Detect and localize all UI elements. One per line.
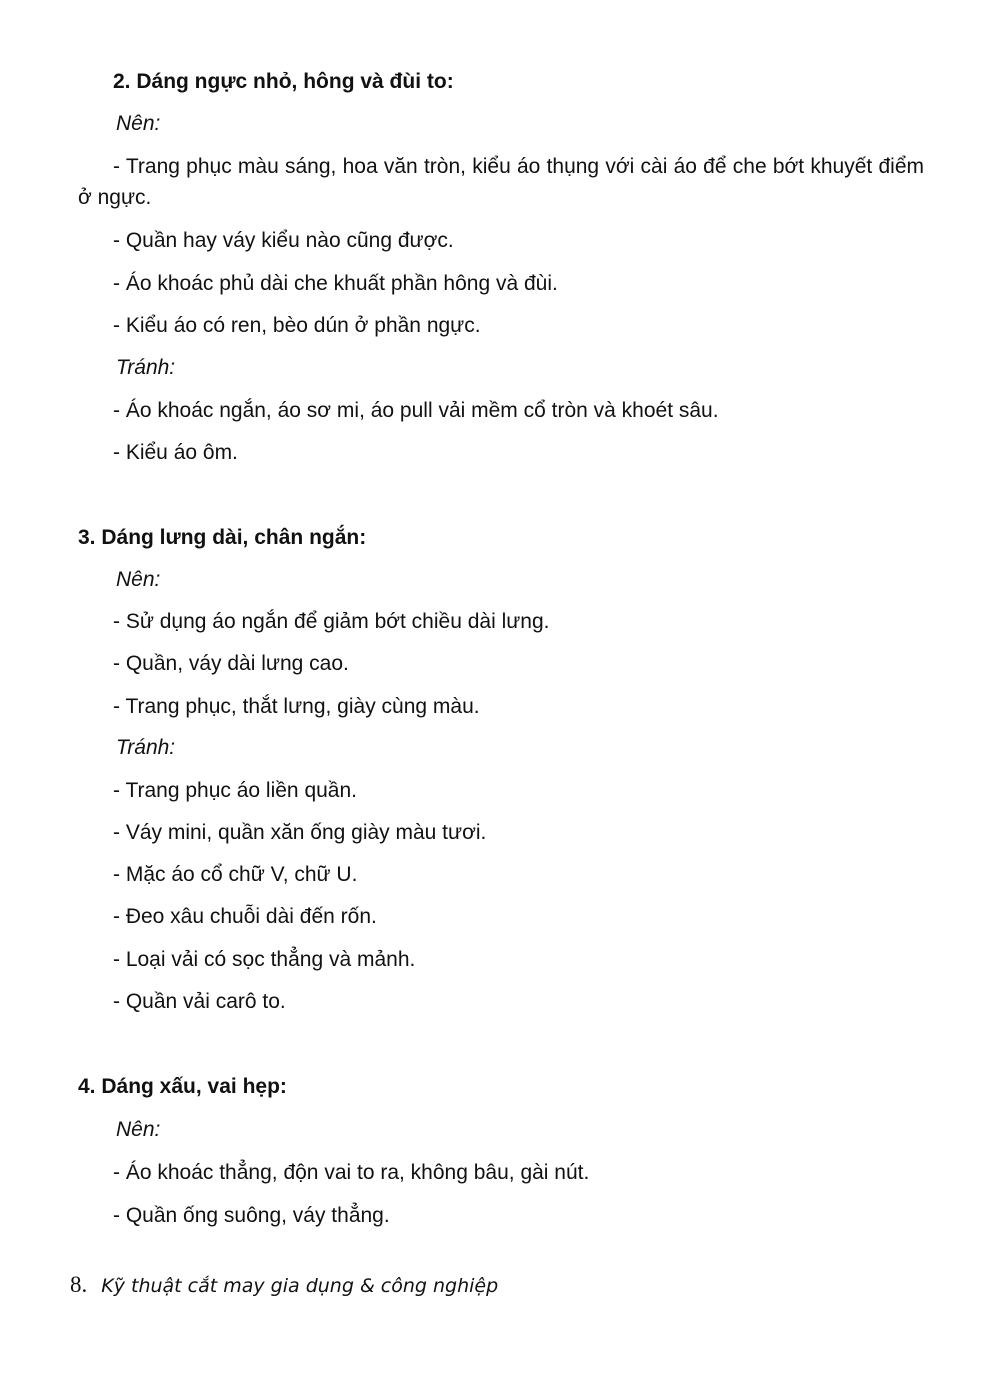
- book-title: Kỹ thuật cắt may gia dụng & công nghiệp: [101, 1275, 499, 1297]
- list-item: - Loại vải có sọc thẳng và mảnh.: [113, 948, 416, 971]
- list-item: - Quần hay váy kiểu nào cũng được.: [113, 229, 454, 252]
- section-heading: 3. Dáng lưng dài, chân ngắn:: [78, 526, 367, 549]
- section-heading: 2. Dáng ngực nhỏ, hông và đùi to:: [113, 70, 454, 93]
- should-label: Nên:: [116, 568, 161, 591]
- list-item: - Trang phục màu sáng, hoa văn tròn, kiểu áo thụng với cài áo để che bớt khuyết điểm ở ngực.: [78, 155, 924, 209]
- list-item: - Váy mini, quần xăn ống giày màu tươi.: [113, 821, 487, 844]
- page-number: 8.: [70, 1272, 88, 1297]
- list-item: - Quần, váy dài lưng cao.: [113, 652, 349, 675]
- page-footer: [70, 1272, 498, 1298]
- avoid-label: Tránh:: [116, 356, 176, 379]
- list-item: - Đeo xâu chuỗi dài đến rốn.: [113, 905, 377, 928]
- list-item: - Quần ống suông, váy thẳng.: [113, 1204, 390, 1227]
- should-label: Nên:: [116, 1118, 161, 1141]
- list-item: - Áo khoác phủ dài che khuất phần hông và đùi.: [113, 272, 558, 295]
- section-heading: 4. Dáng xấu, vai hẹp:: [78, 1075, 287, 1098]
- list-item: - Trang phục, thắt lưng, giày cùng màu.: [113, 695, 480, 718]
- list-item: - Áo khoác thẳng, độn vai to ra, không bâu, gài nút.: [113, 1161, 590, 1184]
- list-item: - Áo khoác ngắn, áo sơ mi, áo pull vải mềm cổ tròn và khoét sâu.: [113, 399, 719, 422]
- list-item: - Kiểu áo có ren, bèo dún ở phần ngực.: [113, 314, 481, 337]
- list-item: - Quần vải carô to.: [113, 990, 286, 1013]
- list-item: - Trang phục áo liền quần.: [113, 779, 358, 802]
- list-item: - Mặc áo cổ chữ V, chữ U.: [113, 863, 358, 886]
- avoid-label: Tránh:: [116, 736, 176, 759]
- list-item: - Sử dụng áo ngắn để giảm bớt chiều dài lưng.: [113, 610, 550, 633]
- list-item: - Kiểu áo ôm.: [113, 441, 238, 464]
- should-label: Nên:: [116, 112, 161, 135]
